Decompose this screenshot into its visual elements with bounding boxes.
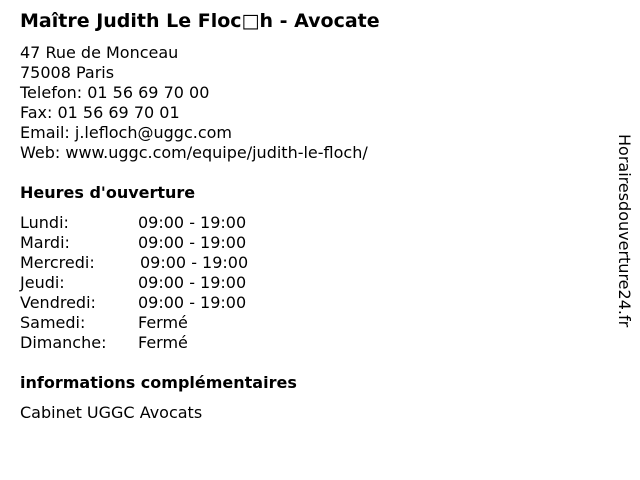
hours-value: Fermé [138,313,188,332]
phone-text: Telefon: 01 56 69 70 00 [20,83,210,102]
site-watermark: Horairesdouverture24.fr [615,134,634,328]
additional-info-text: Cabinet UGGC Avocats [20,403,203,422]
day-label: Samedi: [20,313,86,332]
web-text: Web: www.uggc.com/equipe/judith-le-floch/ [20,143,368,162]
day-label: Lundi: [20,213,69,232]
day-label: Mardi: [20,233,70,252]
page-title: Maître Judith Le Floc□h - Avocate [20,10,380,32]
opening-hours-heading: Heures d'ouverture [20,183,196,202]
hours-row-monday [20,213,320,233]
hours-row-thursday [20,273,320,293]
hours-value: Fermé [138,333,188,352]
additional-info-heading: informations complémentaires [20,373,297,392]
hours-row-tuesday [20,233,320,253]
hours-row-friday [20,293,320,313]
hours-row-sunday [20,333,320,353]
day-label: Mercredi: [20,253,95,272]
address-city: 75008 Paris [20,63,115,82]
address-street: 47 Rue de Monceau [20,43,179,62]
hours-value: 09:00 - 19:00 [138,273,247,292]
email-text: Email: j.lefloch@uggc.com [20,123,232,142]
day-label: Dimanche: [20,333,107,352]
hours-value: 09:00 - 19:00 [138,293,247,312]
hours-row-saturday [20,313,320,333]
hours-row-wednesday [20,253,320,273]
fax-text: Fax: 01 56 69 70 01 [20,103,180,122]
hours-value: 09:00 - 19:00 [138,233,247,252]
hours-value: 09:00 - 19:00 [140,253,249,272]
day-label: Jeudi: [20,273,65,292]
hours-value: 09:00 - 19:00 [138,213,247,232]
day-label: Vendredi: [20,293,96,312]
